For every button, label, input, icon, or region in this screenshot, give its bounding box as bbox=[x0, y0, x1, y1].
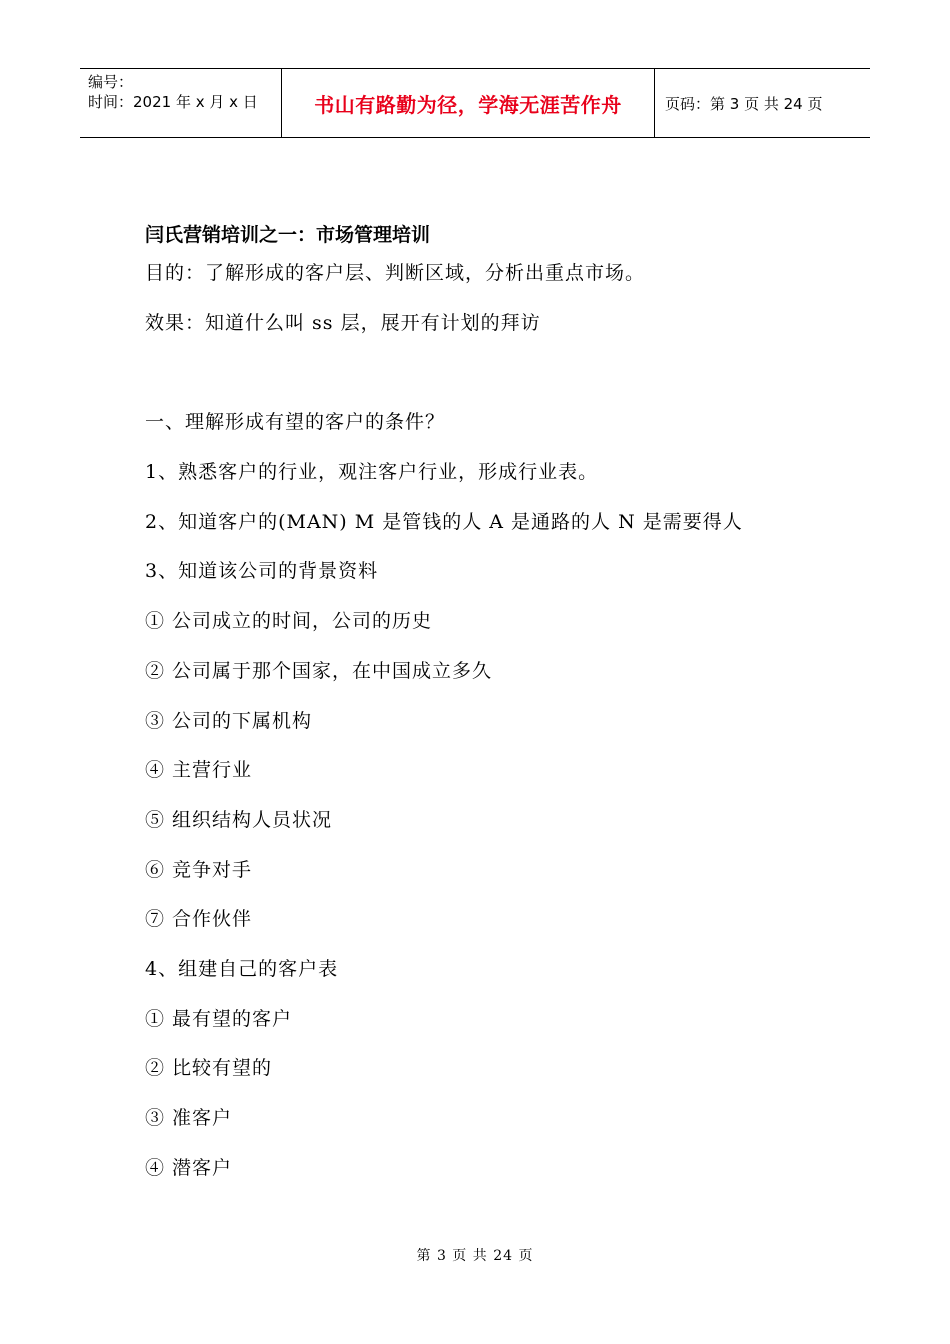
body-line: ① 公司成立的时间，公司的历史 bbox=[145, 610, 433, 633]
body-line: 1、熟悉客户的行业，观注客户行业，形成行业表。 bbox=[145, 461, 599, 484]
effect-line: 效果：知道什么叫 ss 层，展开有计划的拜访 bbox=[145, 311, 541, 334]
page-header bbox=[80, 68, 870, 138]
body-line: ⑥ 竞争对手 bbox=[145, 858, 253, 881]
body-line: 2、知道客户的(MAN) M 是管钱的人 A 是通路的人 N 是需要得人 bbox=[145, 510, 743, 533]
header-number-label: 编号： bbox=[88, 73, 134, 91]
body-line: 一、理解形成有望的客户的条件？ bbox=[145, 411, 446, 434]
paragraph-spacer bbox=[145, 353, 845, 403]
body-line: ③ 公司的下属机构 bbox=[145, 709, 313, 732]
body-line: ② 比较有望的 bbox=[145, 1057, 273, 1080]
body-line: ④ 潜客户 bbox=[145, 1156, 233, 1179]
body-line: ⑦ 合作伙伴 bbox=[145, 908, 253, 931]
purpose-line: 目的：了解形成的客户层、判断区域，分析出重点市场。 bbox=[145, 262, 646, 284]
body-lines bbox=[145, 403, 845, 1198]
body-line: ① 最有望的客户 bbox=[145, 1007, 293, 1030]
body-line: 4、组建自己的客户表 bbox=[145, 957, 339, 980]
document-title: 闫氏营销培训之一：市场管理培训 bbox=[145, 224, 431, 246]
body-line: 3、知道该公司的背景资料 bbox=[145, 560, 379, 583]
document-body bbox=[145, 216, 845, 1198]
body-line: ④ 主营行业 bbox=[145, 759, 253, 782]
body-line: ② 公司属于那个国家，在中国成立多久 bbox=[145, 659, 493, 682]
header-date-label: 时间：2021 年 x 月 x 日 bbox=[88, 93, 258, 111]
body-line: ⑤ 组织结构人员状况 bbox=[145, 808, 333, 831]
header-page-info: 页码：第 3 页 共 24 页 bbox=[665, 94, 823, 113]
header-meta bbox=[80, 69, 282, 137]
page-footer: 第 3 页 共 24 页 bbox=[416, 1248, 534, 1264]
body-line: ③ 准客户 bbox=[145, 1107, 233, 1129]
header-motto: 书山有路勤为径，学海无涯苦作舟 bbox=[282, 69, 655, 137]
